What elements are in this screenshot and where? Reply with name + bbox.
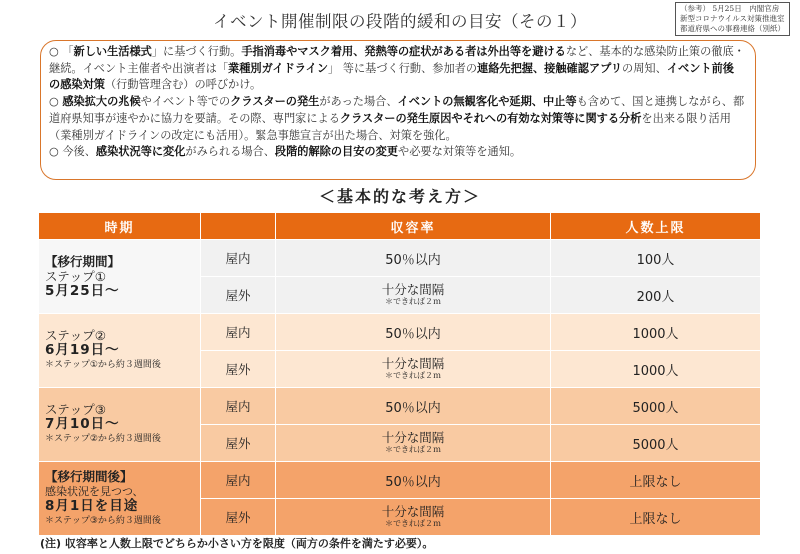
period-cell: [39, 462, 201, 536]
period-cell: [39, 314, 201, 388]
location-cell: 屋内: [201, 240, 276, 277]
rate-text: 十分な間隔: [381, 430, 445, 445]
emphasis: 段階的解除の目安の変更: [274, 145, 398, 159]
period-note: ＊ステップ①から約３週間後: [45, 360, 161, 370]
rate-text: 十分な間隔: [381, 504, 445, 519]
page-title: イベント開催制限の段階的緩和の目安（その１）: [213, 12, 587, 31]
period-label: 【移行期間後】: [45, 468, 133, 484]
footnote: (注) 収容率と人数上限でどちらか小さい方を限度（両方の条件を満たす必要）。: [40, 537, 434, 550]
section-subtitle: ＜基本的な考え方＞: [318, 187, 481, 206]
rate-cell: 50％以内: [276, 388, 551, 425]
reference-box: [675, 2, 790, 36]
period-cell: [39, 388, 201, 462]
ref-line: （参考） 5月25日 内閣官房: [680, 4, 780, 13]
emphasis: 感染状況等に変化: [95, 145, 186, 159]
text: も含めて、国と連携しながら、都道府県知事が速やかに協力を要請。その際、専門家による: [49, 95, 745, 125]
cap-cell: 上限なし: [551, 499, 761, 536]
summary-paragraph-3: [49, 144, 745, 161]
rate-cell: 50％以内: [276, 240, 551, 277]
period-cell: [39, 240, 201, 314]
rate-note: ＊できれば２ｍ: [385, 371, 441, 380]
text: やイベント等での: [140, 95, 231, 109]
rate-note: ＊できれば２ｍ: [385, 519, 441, 528]
rate-cell: [276, 499, 551, 536]
text: 」に基づく行動。: [151, 45, 242, 58]
table-row: [39, 240, 761, 277]
period-date: 7月10日～: [45, 416, 120, 432]
text: ○: [49, 95, 63, 109]
period-label: 【移行期間】: [45, 254, 121, 269]
location-cell: 屋外: [201, 277, 276, 314]
period-date: 5月25日～: [45, 283, 120, 299]
rate-cell: [276, 425, 551, 462]
table-row: [39, 462, 761, 499]
text: の周知、: [622, 61, 667, 75]
header-period: 時期: [39, 213, 201, 240]
ref-line: 都道府県への事務連絡（別紙）: [680, 24, 785, 33]
period-step: ステップ②: [45, 328, 106, 343]
period-note: ＊ステップ③から約３週間後: [45, 515, 161, 526]
period-step: ステップ①: [45, 269, 106, 284]
emphasis: クラスターの発生原因やそれへの有効な対策等に関する分析: [339, 111, 642, 125]
text: （行動管理含む）の呼びかけ。: [104, 78, 262, 92]
rate-cell: 50％以内: [276, 462, 551, 499]
location-cell: 屋内: [201, 462, 276, 499]
text: や必要な対策等を通知。: [398, 145, 522, 159]
rate-cell: [276, 277, 551, 314]
period-date: 8月1日を目途: [45, 497, 139, 514]
emphasis: 手指消毒やマスク着用、発熱等の症状がある者は外出等を避ける: [241, 45, 566, 58]
period-condition: 感染状況を見つつ、: [45, 484, 144, 498]
text: を出来る限り活用（業種別ガイドラインの改定にも活用）。緊急事態宣言が出た場合、対策を強化。: [49, 111, 731, 142]
ref-line: 新型コロナウイルス対策推進室: [680, 14, 785, 23]
emphasis: 業種別ガイドライン: [228, 61, 329, 75]
summary-paragraph-2: [49, 94, 745, 144]
emphasis: 連絡先把握、接触確認アプリ: [477, 61, 623, 75]
header-cap: 人数上限: [551, 213, 761, 240]
rate-note: ＊できれば２ｍ: [385, 297, 441, 306]
cap-cell: 5000人: [551, 425, 761, 462]
text: ○ 「: [49, 45, 74, 58]
text: がみられる場合、: [185, 145, 275, 159]
rate-cell: [276, 351, 551, 388]
cap-cell: 5000人: [551, 388, 761, 425]
rate-text: 十分な間隔: [381, 356, 445, 371]
text: ○ 今後、: [49, 145, 96, 159]
emphasis: クラスターの発生: [230, 95, 320, 109]
step-table: [38, 212, 761, 536]
emphasis: イベントの無観客化や延期、中止等: [397, 95, 577, 109]
cap-cell: 200人: [551, 277, 761, 314]
cap-cell: 1000人: [551, 314, 761, 351]
location-cell: 屋外: [201, 351, 276, 388]
rate-text: 十分な間隔: [381, 282, 445, 297]
period-date: 6月19日～: [45, 342, 120, 358]
summary-box: [40, 40, 756, 180]
location-cell: 屋内: [201, 314, 276, 351]
table-row: [39, 314, 761, 351]
cap-cell: 100人: [551, 240, 761, 277]
text: など、基本的な感染防止策の徹底・継続。イベント主催者や出演者は「: [49, 45, 745, 75]
emphasis: 感染拡大の兆候: [62, 95, 141, 109]
cap-cell: 上限なし: [551, 462, 761, 499]
location-cell: 屋外: [201, 425, 276, 462]
header-rate: 収容率: [276, 213, 551, 240]
emphasis: 新しい生活様式: [73, 45, 152, 58]
location-cell: 屋内: [201, 388, 276, 425]
period-note: ＊ステップ②から約３週間後: [45, 434, 161, 444]
rate-cell: 50％以内: [276, 314, 551, 351]
emphasis: イベント前後の感染対策: [49, 61, 734, 92]
text: があった場合、: [319, 95, 398, 109]
text: 」 等に基づく行動、参加者の: [328, 61, 478, 75]
period-step: ステップ③: [45, 402, 106, 417]
table-row: [39, 388, 761, 425]
location-cell: 屋外: [201, 499, 276, 536]
rate-note: ＊できれば２ｍ: [385, 445, 441, 454]
cap-cell: 1000人: [551, 351, 761, 388]
header-location: [201, 213, 276, 240]
summary-paragraph-1: [49, 44, 745, 94]
